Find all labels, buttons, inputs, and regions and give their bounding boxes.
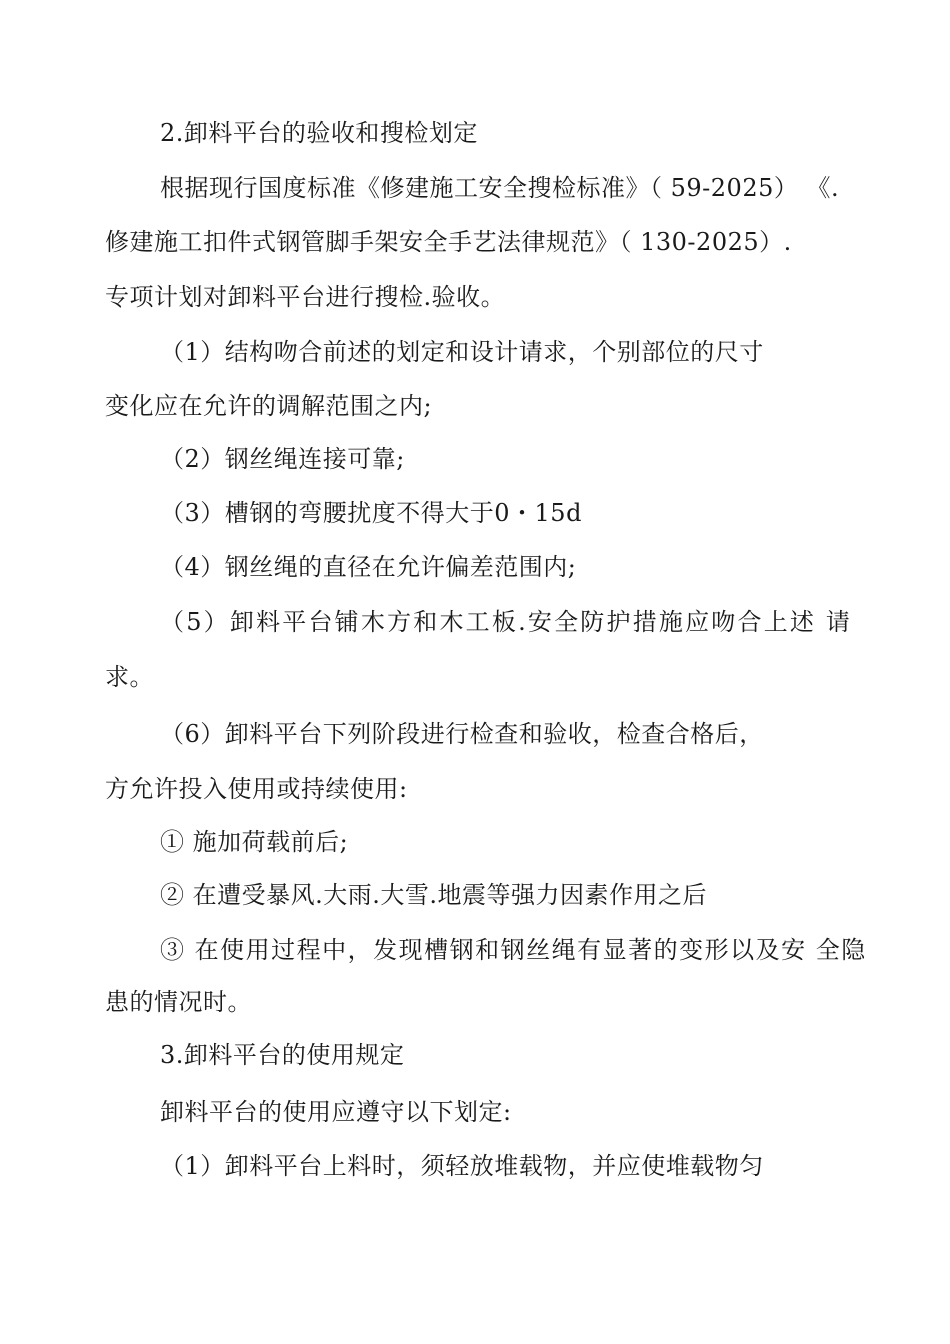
list-item: （6）卸料平台下列阶段进行检查和验收，检查合格后， <box>160 720 764 748</box>
sub-list-item: ② 在遭受暴风.大雨.大雪.地震等强力因素作用之后 <box>160 881 708 909</box>
list-item: （4）钢丝绳的直径在允许偏差范围内; <box>160 553 577 581</box>
list-item: （1）卸料平台上料时，须轻放堆载物，并应使堆载物匀 <box>160 1152 764 1180</box>
list-item: （5）卸料平台铺木方和木工板.安全防护措施应吻合上述 请 <box>160 608 853 636</box>
list-item: （2）钢丝绳连接可靠; <box>160 445 405 473</box>
list-item: （3）槽钢的弯腰扰度不得大于0・15d <box>160 499 582 527</box>
sub-list-item-continuation: 患的情况时。 <box>105 988 252 1016</box>
section-heading: 3.卸料平台的使用规定 <box>160 1041 405 1069</box>
paragraph-line: 专项计划对卸料平台进行搜检.验收。 <box>105 283 506 311</box>
paragraph-line: 根据现行国度标准《修建施工安全搜检标准》（ 59-2025） 《. <box>160 174 840 202</box>
list-item-continuation: 变化应在允许的调解范围之内; <box>105 392 433 420</box>
section-heading: 2.卸料平台的验收和搜检划定 <box>160 119 478 147</box>
paragraph-line: 卸料平台的使用应遵守以下划定: <box>160 1098 512 1126</box>
list-item-continuation: 方允许投入使用或持续使用: <box>105 775 408 803</box>
list-item-continuation: 求。 <box>105 663 154 691</box>
list-item: （1）结构吻合前述的划定和设计请求，个别部位的尺寸 <box>160 338 764 366</box>
sub-list-item: ① 施加荷载前后; <box>160 828 349 856</box>
sub-list-item: ③ 在使用过程中，发现槽钢和钢丝绳有显著的变形以及安 全隐 <box>160 936 867 964</box>
paragraph-line: 修建施工扣件式钢管脚手架安全手艺法律规范》（ 130-2025）. <box>105 228 792 256</box>
